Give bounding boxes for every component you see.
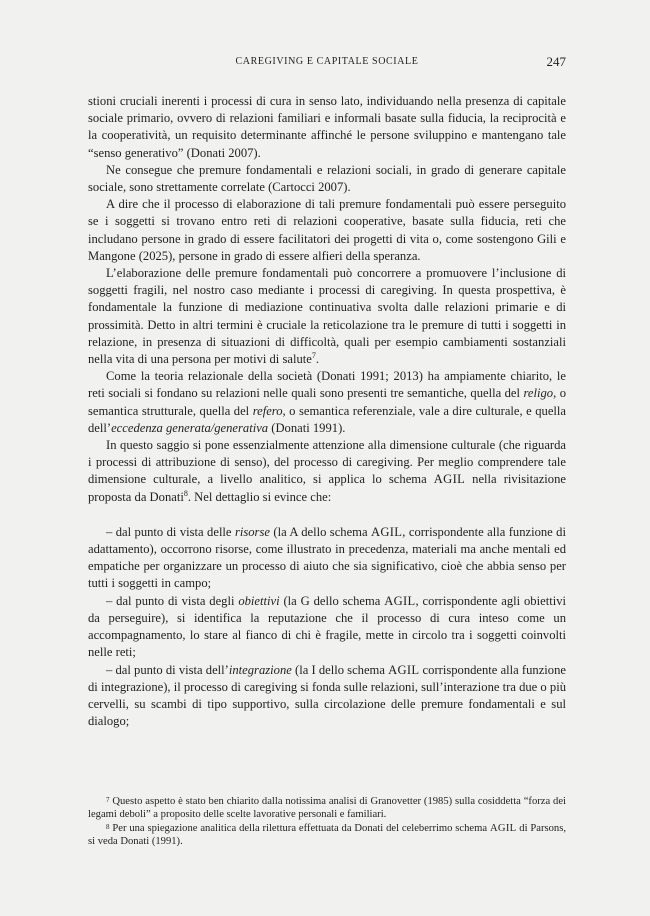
page-number: 247 — [546, 54, 566, 69]
paragraph-6-text-a: In questo saggio si pone essenzialmente attenzione alla dimensione culturale (che riguarda i processi di attribuzione di senso), del processo di caregiving. Per meglio comprendere tale dimensione culturale, a livello analitico, si applica lo schema — [88, 438, 566, 487]
paragraph-5-text-d: (Donati 1991). — [268, 420, 346, 435]
list-item-risorse-c: , corrispondente alla funzione di adattamento), occorrono risorse, come illustrato in precedenza, materiali ma anche mentali ed empatiche per organizzare un processo di aiuto che sia significativo, cioè che abbia senso per tutti i soggetti in campo; — [88, 524, 566, 591]
footnote-ref-8[interactable]: 8 — [183, 488, 188, 498]
footnote-7-text: Questo aspetto è stato ben chiarito dalla notissima analisi di Granovetter (1985) sulla cosiddetta “forza dei legami deboli” a proposito delle scelte lavorative personali e familiari. — [88, 796, 566, 821]
term-eccedenza: eccedenza generata/generativa — [111, 420, 269, 435]
agil-term: AGIL — [388, 662, 420, 677]
paragraph-3: A dire che il processo di elaborazione di tali premure fondamentali può essere perseguito se i soggetti si trovano entro reti di relazioni cooperative, basate sulla fiducia, reti che includano persone in grado di essere facilitatori dei progetti di vita o, come sostengono Gili e Mangone (2025), persone in grado di essere alfieri della speranza. — [88, 197, 566, 263]
list-item-obiettivi-b: (la G dello schema — [279, 593, 385, 608]
footnote-8 — [88, 822, 566, 849]
footnotes — [88, 795, 566, 849]
list-item-integrazione-b: (la I dello schema — [291, 662, 389, 677]
footnote-8-mark: 8 — [106, 822, 110, 831]
list-item-obiettivi-a: – dal punto di vista degli — [106, 593, 239, 608]
list-item-integrazione-a: – dal punto di vista dell’ — [106, 662, 229, 677]
footnote-7 — [88, 795, 566, 822]
paragraph-4-text: L’elaborazione delle premure fondamentali può concorrere a promuovere l’inclusione di soggetti fragili, nel nostro caso mediante i processi di caregiving. In questa prospettiva, è fondamentale la funzione di mediazione continuativa svolta dalle relazioni primarie e di prossimità. Detto in altri termini è cruciale la reticolazione tra le premure di tutti i soggetti in relazione, in presenza di situazioni di difficoltà, quali per esempio cambiamenti sostanziali nella vita di una persona per motivi di salute — [88, 266, 566, 367]
list-item-integrazione — [88, 662, 566, 731]
footnote-8-text-b: di Parsons, si veda Donati (1991). — [88, 822, 566, 848]
footnote-ref-7[interactable]: 7 — [311, 350, 316, 360]
term-integrazione: integrazione — [228, 662, 292, 677]
agil-term: AGIL — [371, 524, 403, 539]
paragraph-5-text-b: , o semantica strutturale, quella del — [88, 386, 567, 418]
paragraph-6 — [88, 437, 566, 506]
list-item-risorse — [88, 524, 566, 593]
term-risorse: risorse — [234, 524, 270, 539]
agil-term: AGIL — [384, 593, 416, 608]
paragraph-5-text-a: Come la teoria relazionale della società (Donati 1991; 2013) ha ampiamente chiarito, le reti sociali si fondano su relazioni nelle quali sono presenti tre semantiche, quella del — [88, 369, 566, 401]
footnote-7-mark: 7 — [106, 796, 110, 804]
paragraph-4 — [88, 265, 566, 368]
agil-term: AGIL — [433, 472, 466, 487]
paragraph-5 — [88, 368, 566, 437]
term-refero: refero — [252, 403, 283, 418]
term-religo: religo — [523, 386, 554, 401]
list-item-risorse-a: – dal punto di vista delle — [106, 524, 235, 539]
list-item-integrazione-c: corrispondente alla funzione di integrazione), il processo di caregiving si fonda sulle relazioni, sull’interazione tra due o più cervelli, su scambi di tipo supportivo, sulla circolazione delle premure fondamentali e sul dialogo; — [88, 662, 566, 729]
running-head: CAREGIVING E CAPITALE SOCIALE — [235, 56, 419, 67]
list-item-risorse-b: (la A dello schema — [269, 524, 371, 539]
page-header — [88, 54, 566, 74]
term-obiettivi: obiettivi — [238, 593, 280, 608]
body-text — [88, 93, 566, 730]
paragraph-5-text-c: , o semantica referenziale, vale a dire culturale, e quella dell’ — [88, 403, 567, 435]
paragraph-4-end: . — [315, 352, 319, 367]
list-item-obiettivi-c: , corrispondente agli obiettivi da perseguire), si identifica la reputazione che il processo di cura inteso come un accompagnamento, lo stare al fianco di chi è fragile, mette in circolo tra i soggetti coinvolti nelle reti; — [88, 593, 566, 660]
paragraph-6-text-b: nella rivisitazione proposta da Donati — [88, 472, 566, 504]
paragraph-6-text-c: . Nel dettaglio si evince che: — [187, 489, 332, 504]
list-item-obiettivi — [88, 593, 566, 662]
footnote-8-text-a: Per una spiegazione analitica della rilettura effettuata da Donati del celeberrimo schema — [109, 822, 490, 834]
paragraph-1: stioni cruciali inerenti i processi di cura in senso lato, individuando nella presenza di capitale sociale primario, ovvero di relazioni familiari e informali basate sulla fiducia, la reciprocità e la cooperatività, un requisito determinante affinché le persone sviluppino e mantengano tale “senso generativo” (Donati 2007). — [88, 94, 566, 160]
paragraph-2: Ne consegue che premure fondamentali e relazioni sociali, in grado di generare capitale sociale, sono strettamente correlate (Cartocci 2007). — [88, 162, 566, 195]
agil-term: AGIL — [489, 822, 517, 834]
